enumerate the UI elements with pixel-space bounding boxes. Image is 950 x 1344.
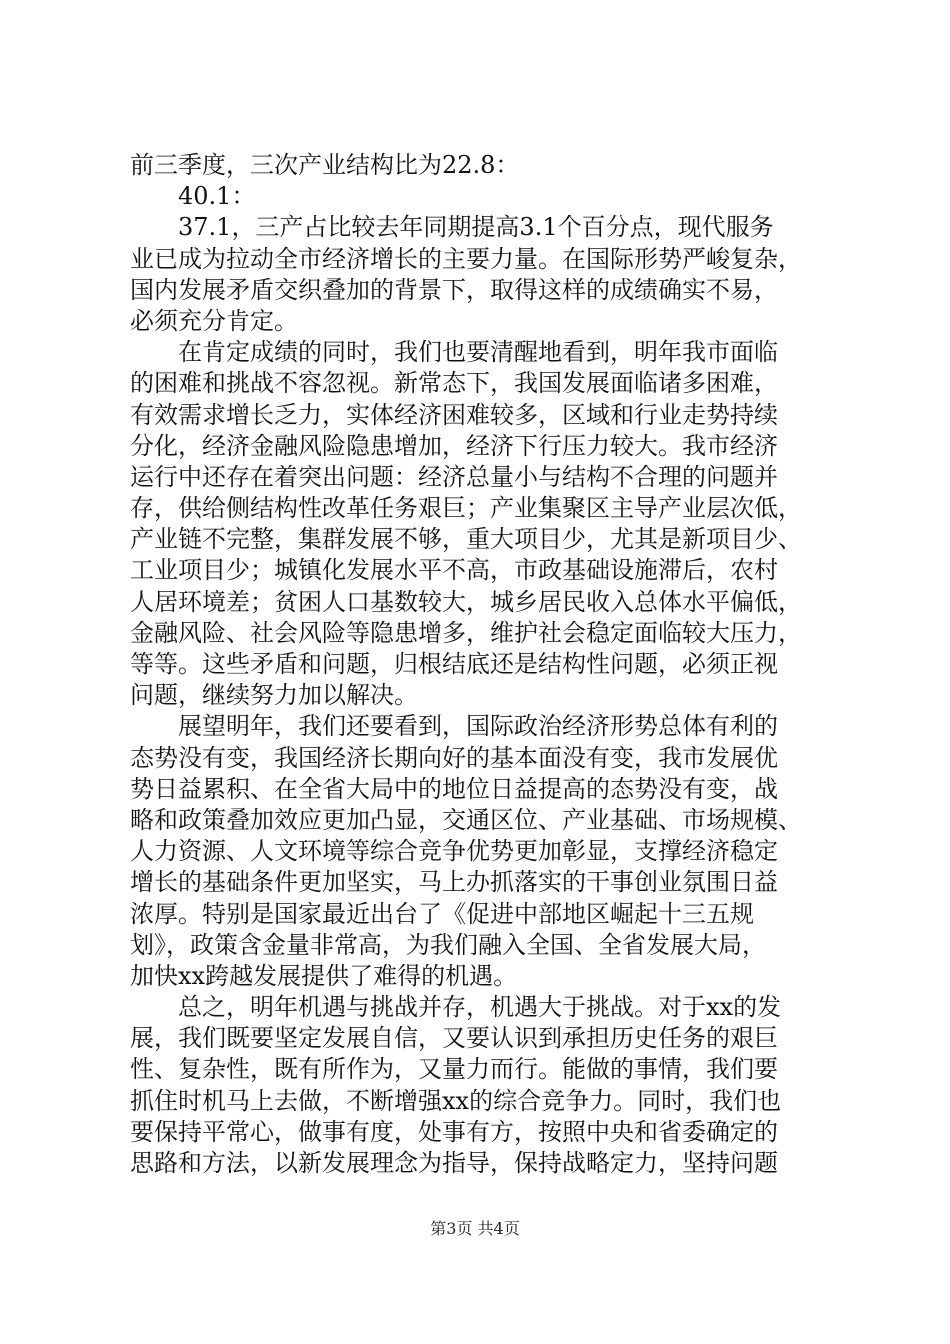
text-line: 37.1，三产占比较去年同期提高3.1个百分点，现代服务 <box>178 213 774 242</box>
text-line: 浓厚。特别是国家最近出台了《促进中部地区崛起十三五规 <box>130 899 754 928</box>
text-line: 等等。这些矛盾和问题，归根结底还是结构性问题，必须正视 <box>130 650 778 678</box>
text-line: 分化，经济金融风险隐患增加，经济下行压力较大。我市经济 <box>130 431 778 460</box>
text-line: 的困难和挑战不容忽视。新常态下，我国发展面临诸多困难， <box>130 369 778 398</box>
text-line: 势日益累积、在全省大局中的地位日益提高的态势没有变，战 <box>130 774 778 803</box>
text-line: 性、复杂性，既有所作为，又量力而行。能做的事情，我们要 <box>130 1055 778 1084</box>
text-line: 略和政策叠加效应更加凸显，交通区位、产业基础、市场规模、 <box>130 805 802 834</box>
document-body <box>130 150 830 1179</box>
text-line: 展望明年，我们还要看到，国际政治经济形势总体有利的 <box>178 712 778 741</box>
text-line: 工业项目少；城镇化发展水平不高，市政基础设施滞后，农村 <box>130 556 778 585</box>
text-line: 问题，继续努力加以解决。 <box>130 681 418 710</box>
text-line: 展，我们既要坚定发展自信，又要认识到承担历史任务的艰巨 <box>130 1024 778 1053</box>
text-line: 划》，政策含金量非常高，为我们融入全国、全省发展大局， <box>130 930 766 959</box>
text-line: 要保持平常心，做事有度，处事有方，按照中央和省委确定的 <box>130 1117 778 1146</box>
text-line: 40.1： <box>178 182 256 211</box>
text-line: 运行中还存在着突出问题：经济总量小与结构不合理的问题并 <box>130 462 778 491</box>
text-line: 前三季度，三次产业结构比为22.8： <box>130 151 520 179</box>
text-line: 在肯定成绩的同时，我们也要清醒地看到，明年我市面临 <box>178 338 778 367</box>
text-line: 抓住时机马上去做，不断增强xx的综合竞争力。同时，我们也 <box>130 1086 782 1115</box>
text-line: 加快xx跨越发展提供了难得的机遇。 <box>130 961 518 990</box>
text-line: 人居环境差；贫困人口基数较大，城乡居民收入总体水平偏低， <box>130 587 802 616</box>
text-line: 必须充分肯定。 <box>130 306 298 335</box>
text-line: 增长的基础条件更加坚实，马上办抓落实的干事创业氛围日益 <box>130 868 778 897</box>
text-line: 存，供给侧结构性改革任务艰巨；产业集聚区主导产业层次低， <box>130 494 802 523</box>
text-line: 金融风险、社会风险等隐患增多，维护社会稳定面临较大压力， <box>130 618 802 647</box>
page-footer: 第3页 共4页 <box>430 1219 520 1238</box>
text-line: 态势没有变，我国经济长期向好的基本面没有变，我市发展优 <box>130 743 778 772</box>
text-line: 产业链不完整，集群发展不够，重大项目少，尤其是新项目少、 <box>130 525 802 554</box>
text-line: 国内发展矛盾交织叠加的背景下，取得这样的成绩确实不易， <box>130 275 778 304</box>
text-line: 总之，明年机遇与挑战并存，机遇大于挑战。对于xx的发 <box>178 993 782 1022</box>
text-line: 思路和方法，以新发展理念为指导，保持战略定力，坚持问题 <box>130 1149 778 1177</box>
text-line: 有效需求增长乏力，实体经济困难较多，区域和行业走势持续 <box>130 400 778 429</box>
text-line: 人力资源、人文环境等综合竞争优势更加彰显，支撑经济稳定 <box>130 837 778 866</box>
text-line: 业已成为拉动全市经济增长的主要力量。在国际形势严峻复杂， <box>130 244 802 273</box>
